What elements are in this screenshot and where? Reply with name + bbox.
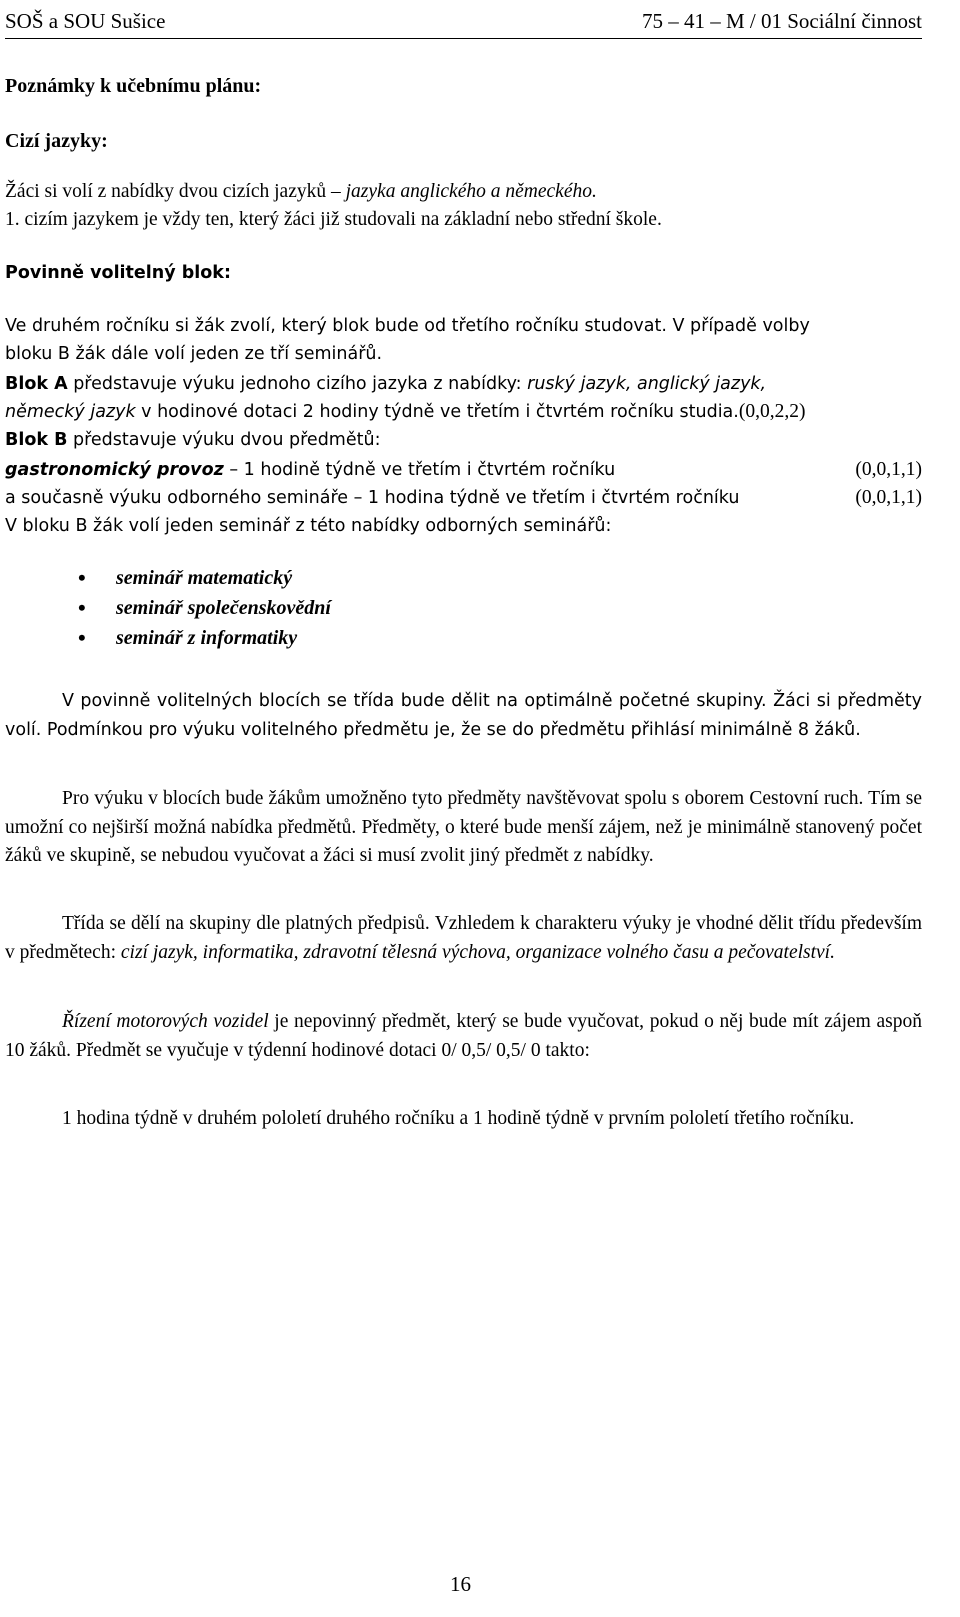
gastro-subject: gastronomický provoz: [5, 460, 224, 480]
notes-heading: Poznámky k učebnímu plánu:: [5, 75, 262, 97]
bullet-item: • seminář společenskovědní: [116, 593, 331, 623]
split-text: Třída se dělí na skupiny dle platných předpisů. Vzhledem k charakteru výuky je vhodné dělit třídu především v předmětech:: [5, 913, 922, 963]
block-b-line: [5, 426, 922, 454]
seminar-choice-line: V bloku B žák volí jeden seminář z této nabídky odborných seminářů:: [5, 516, 612, 536]
elective-heading: Povinně volitelný blok:: [5, 263, 231, 283]
paragraph-driving: [5, 1007, 922, 1065]
seminar-text: a současně výuku odborného semináře – 1 hodina týdně ve třetím i čtvrtém ročníku: [5, 488, 740, 508]
program-code: 75 – 41 – M / 01 Sociální činnost: [642, 8, 922, 33]
page-header: [5, 4, 922, 39]
gastro-line: [5, 456, 922, 484]
bullet-item: • seminář matematický: [116, 563, 292, 593]
block-a-label: Blok A: [5, 374, 68, 394]
elective-line-2: bloku B žák dále volí jeden ze tří seminářů.: [5, 344, 383, 364]
block-a-code: (0,0,2,2): [738, 401, 806, 422]
block-a-line-1: [5, 370, 922, 398]
groups-text: V povinně volitelných blocích se třída bude dělit na optimálně početné skupiny. Žáci si předměty volí. Podmínkou pro výuku volitelného předmětu je, že se do předmětu přihlásí minimálně 8 žáků.: [5, 691, 922, 740]
languages-line-2: 1. cizím jazykem je vždy ten, který žáci již studovali na základní nebo střední škole.: [5, 209, 662, 230]
block-a-languages: ruský jazyk, anglický jazyk,: [527, 374, 767, 394]
bullet-item: • seminář z informatiky: [116, 623, 297, 653]
school-name: SOŠ a SOU Sušice: [5, 8, 166, 33]
block-a-german: německý jazyk: [5, 402, 136, 422]
paragraph-groups: [5, 687, 922, 745]
page-number: 16: [450, 1572, 471, 1596]
elective-line-1: Ve druhém ročníku si žák zvolí, který blok bude od třetího ročníku studovat. V případě volby: [5, 316, 810, 336]
blocks-text: Pro výuku v blocích bude žákům umožněno tyto předměty navštěvovat spolu s oborem Cestovní ruch. Tím se umožní co nejširší možná nabídka předmětů. Předměty, o které bude menší zájem, než je minimálně stanovený počet žáků ve skupině, se nebudou vyučovat a žáci si musí zvolit jiný předmět z nabídky.: [5, 788, 922, 866]
languages-italic: jazyka anglického a německého.: [345, 181, 597, 202]
gastro-text: – 1 hodině týdně ve třetím i čtvrtém ročníku: [223, 460, 616, 480]
languages-text: Žáci si volí z nabídky dvou cizích jazyků –: [5, 181, 346, 202]
seminar-code: (0,0,1,1): [855, 487, 922, 508]
gastro-code: (0,0,1,1): [855, 459, 922, 480]
hours-text: 1 hodina týdně v druhém pololetí druhého ročníku a 1 hodině týdně v prvním pololetí třetího ročníku.: [62, 1108, 855, 1129]
block-a-hours: v hodinové dotaci 2 hodiny týdně ve třetím i čtvrtém ročníku studia.: [135, 402, 739, 422]
block-b-text: představuje výuku dvou předmětů:: [67, 430, 381, 450]
driving-text: je nepovinný předmět, který se bude vyučovat, pokud o něj bude mít zájem aspoň 10 žáků. Předmět se vyučuje v týdenní hodinové dotaci 0/ 0,5/ 0,5/ 0 takto:: [5, 1011, 922, 1061]
seminar-line: [5, 484, 922, 512]
block-b-label: Blok B: [5, 430, 68, 450]
paragraph-hours: [5, 1104, 922, 1133]
driving-subject: Řízení motorových vozidel: [62, 1011, 269, 1032]
block-a-text: představuje výuku jednoho cizího jazyka z nabídky:: [67, 374, 528, 394]
languages-heading: Cizí jazyky:: [5, 130, 108, 152]
paragraph-split: [5, 909, 922, 967]
block-a-line-2: [5, 398, 922, 426]
languages-line-1: [5, 178, 922, 206]
split-subjects: cizí jazyk, informatika, zdravotní tělesná výchova, organizace volného času a pečovatelství.: [120, 942, 835, 963]
paragraph-blocks: [5, 785, 922, 871]
